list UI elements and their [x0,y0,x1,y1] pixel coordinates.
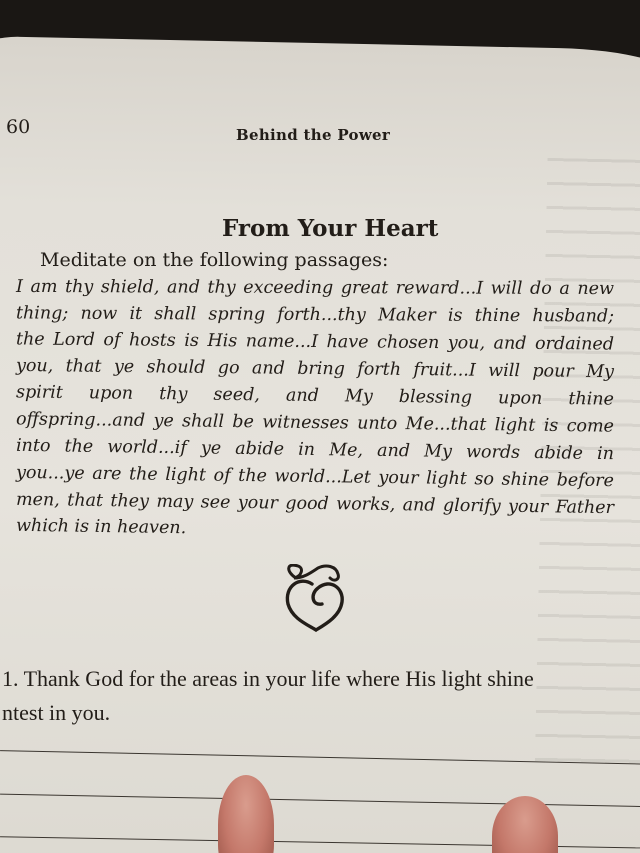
section-title: From Your Heart [222,215,439,242]
show-through-text [535,158,640,781]
running-head: Behind the Power [236,126,391,144]
passage-line: the Lord of hosts is His name...I have chosen you, and ordained [15,329,615,355]
passage-line: into the world...if ye abide in Me, and My words abide in [15,435,615,465]
question-line-continued: ntest in you. [2,700,111,725]
passage-line: offspring...and ye shall be witnesses unto Me...that light is come [15,409,615,437]
passage-line: thing; now it shall spring forth...thy Maker is thine husband; [15,303,615,327]
passage-line: which is in heaven. [15,515,187,539]
passage-line: I am thy shield, and thy exceeding great reward...I will do a new [15,276,615,300]
passage-line: you, that ye should go and bring forth fruit...I will pour My [15,355,615,383]
heart-flourish-icon [282,564,346,632]
passage-line: spirit upon thy seed, and My blessing upon thine [15,382,615,410]
intro-text: Meditate on the following passages: [40,249,389,271]
page-number: 60 [6,116,31,138]
passage-line: men, that they may see your good works, and glorify your Father [15,489,615,519]
passage-line: you...ye are the light of the world...Let your light so shine before [15,462,615,492]
question-line: 1. Thank God for the areas in your life where His light shine [2,666,534,691]
